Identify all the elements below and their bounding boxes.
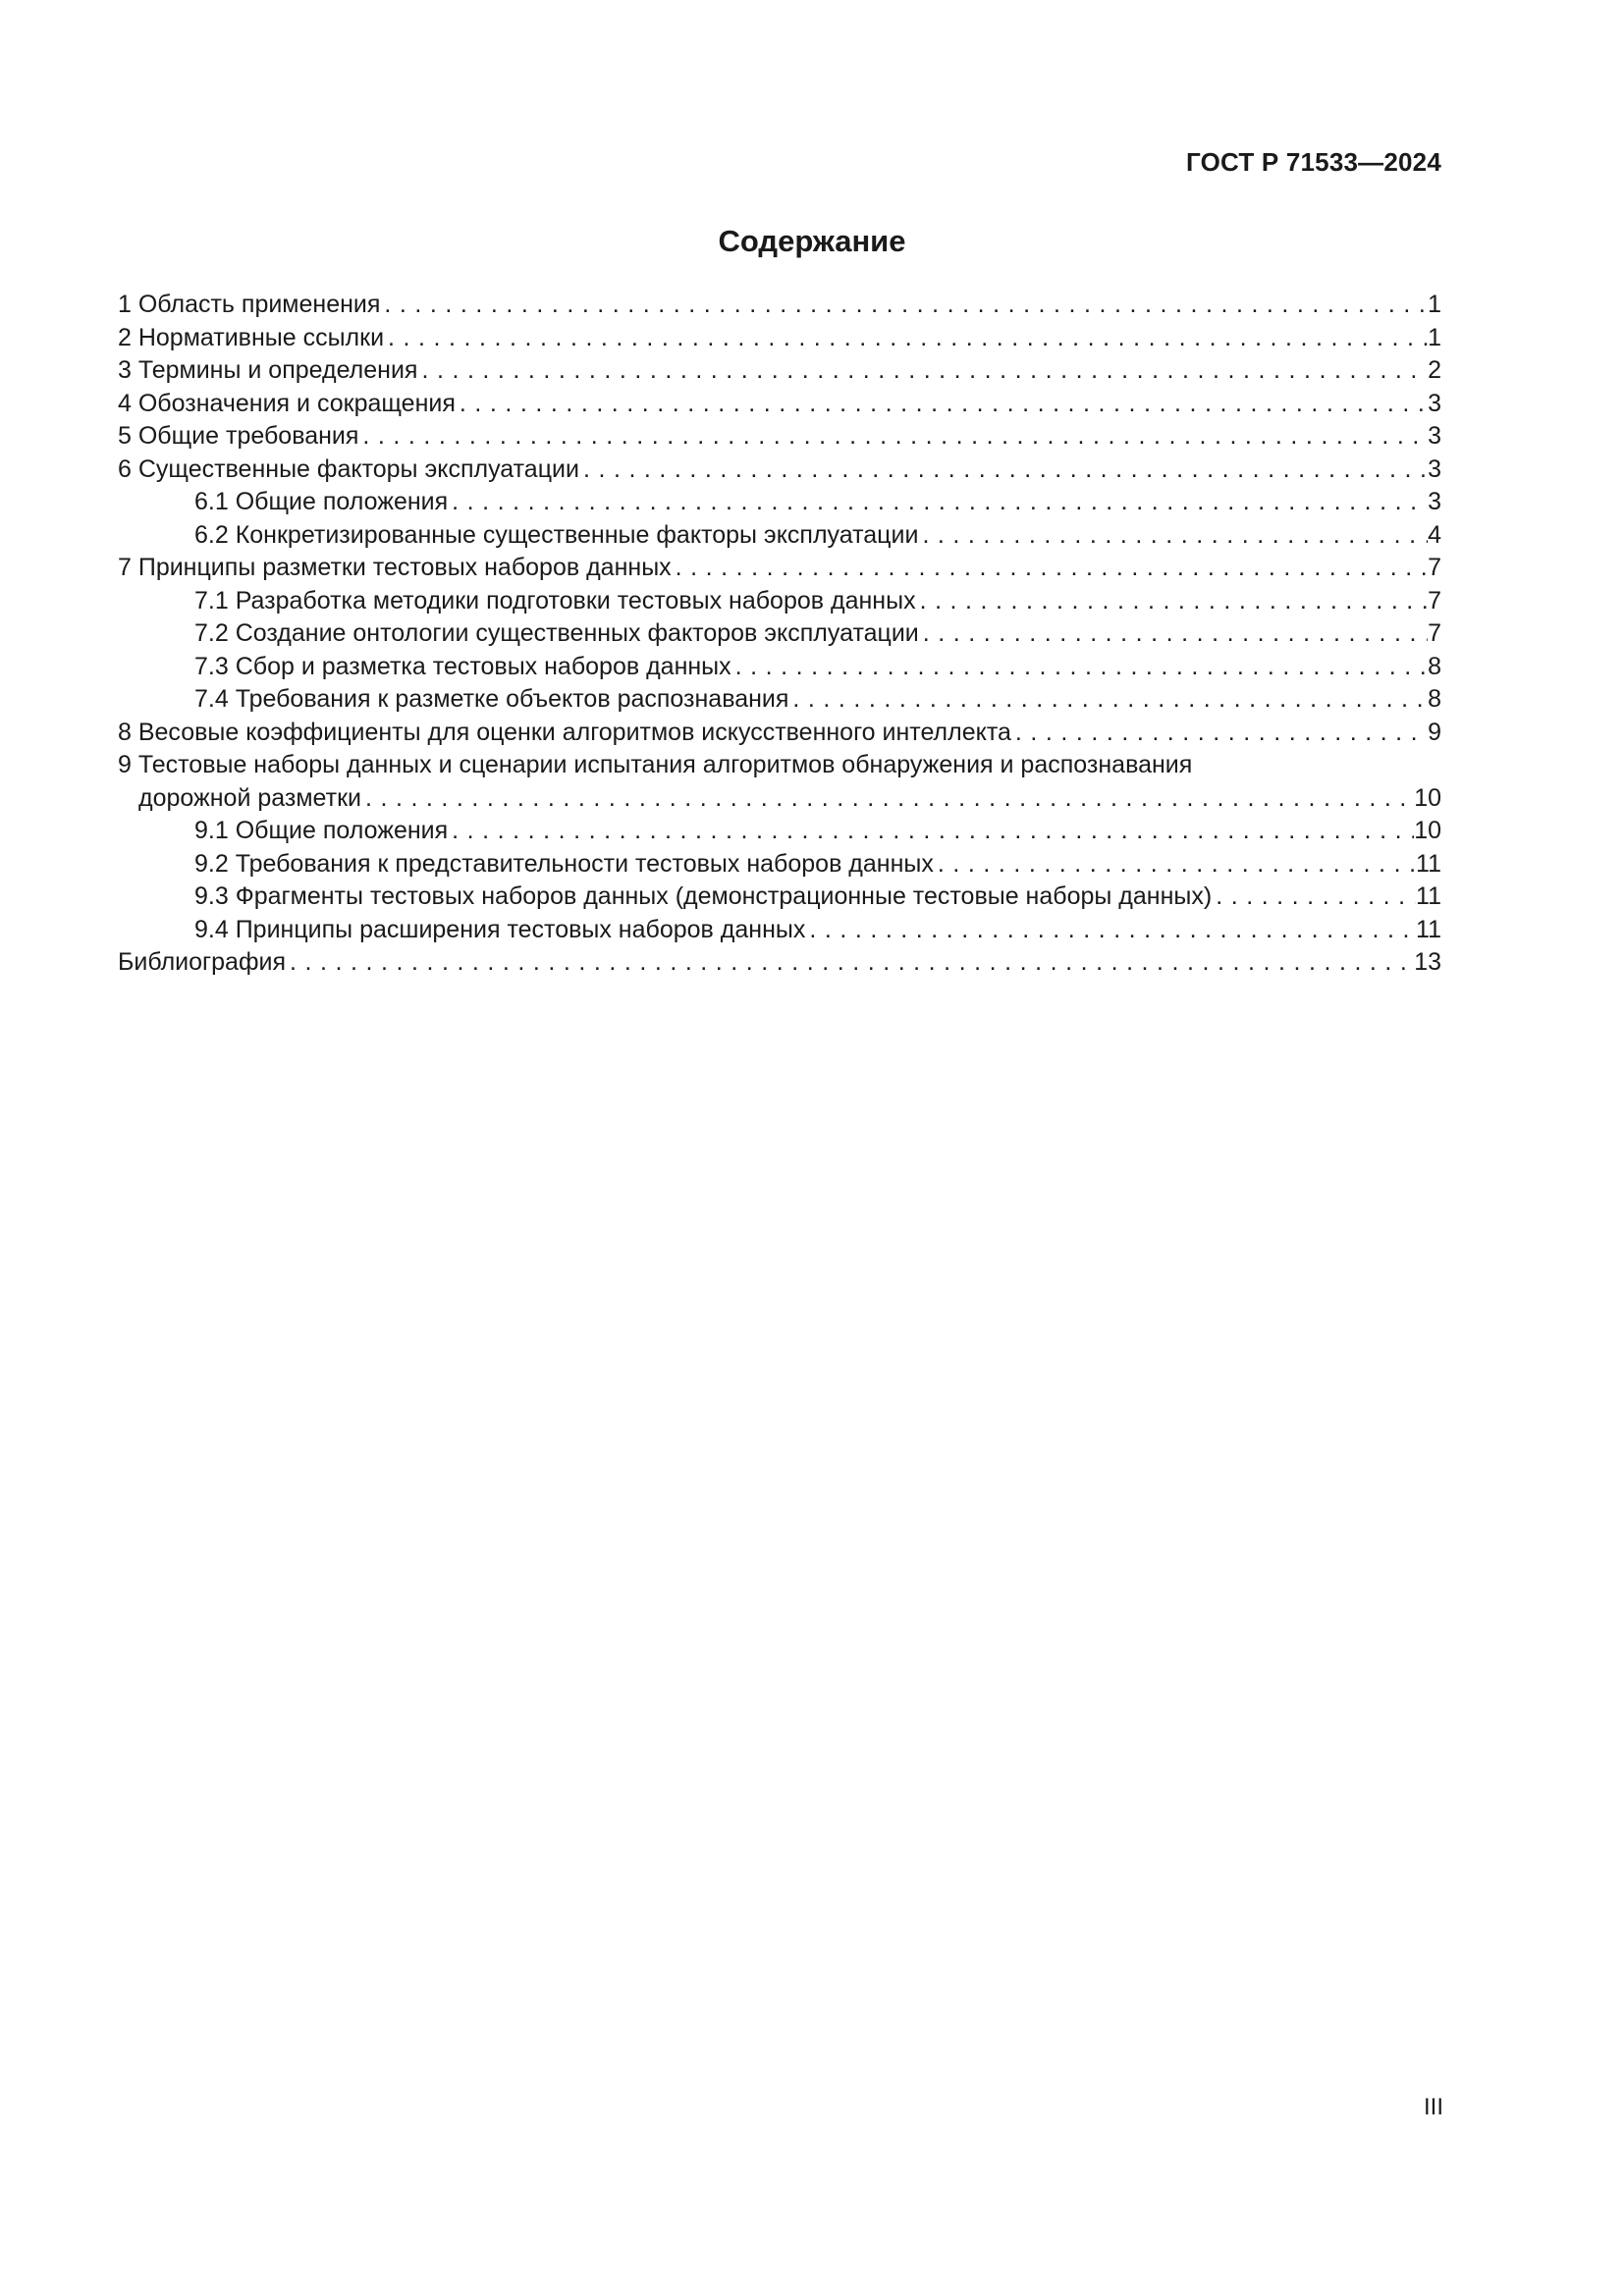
toc-entry-page: 11 [1416, 849, 1441, 878]
toc-entry-page: 4 [1428, 520, 1441, 549]
toc-entry-label: 6.2 Конкретизированные существенные факторы эксплуатации [194, 520, 919, 549]
toc-subentry[interactable] [118, 585, 1441, 618]
dot-leader [672, 552, 1428, 585]
toc-entry-label: 1 Область применения [118, 291, 381, 318]
toc-entry-label: 7.4 Требования к разметке объектов распознавания [194, 685, 789, 713]
toc-entry-label: 6.1 Общие положения [194, 488, 449, 515]
toc-entry[interactable] [118, 552, 1441, 585]
toc-subentry[interactable] [118, 486, 1441, 519]
document-code: ГОСТ Р 71533—2024 [1186, 147, 1441, 177]
toc-subentry[interactable] [118, 651, 1441, 684]
dot-leader [918, 519, 1428, 553]
toc-entry-page: 1 [1428, 323, 1441, 351]
table-of-contents [118, 289, 1441, 980]
toc-entry-page: 3 [1428, 488, 1441, 515]
toc-entry-label: 9.1 Общие положения [194, 817, 449, 844]
toc-title: Содержание [718, 224, 906, 258]
toc-entry-label: Библиография [118, 948, 287, 976]
toc-entry-page: 7 [1428, 619, 1441, 647]
toc-entry[interactable] [118, 322, 1441, 355]
toc-entry-label: 6 Существенные факторы эксплуатации [118, 454, 579, 483]
toc-entry[interactable] [118, 946, 1441, 980]
dot-leader [919, 617, 1428, 651]
toc-entry-page: 11 [1416, 882, 1441, 910]
toc-subentry[interactable] [118, 881, 1441, 914]
toc-entry-label: 7.1 Разработка методики подготовки тестовых наборов данных [194, 586, 916, 614]
toc-entry-page: 3 [1428, 389, 1441, 417]
dot-leader [916, 585, 1429, 618]
toc-entry-page: 10 [1414, 817, 1441, 844]
dot-leader [361, 782, 1414, 816]
toc-entry[interactable] [118, 289, 1441, 322]
toc-entry-label-continuation: дорожной разметки [138, 783, 361, 812]
dot-leader [731, 651, 1428, 684]
toc-subentry[interactable] [118, 914, 1441, 947]
toc-entry[interactable] [118, 354, 1441, 388]
dot-leader [358, 420, 1428, 454]
toc-entry-label: 4 Обозначения и сокращения [118, 389, 456, 417]
toc-entry-label: 9.2 Требования к представительности тестовых наборов данных [194, 849, 934, 878]
toc-entry-line-1[interactable] [118, 749, 1441, 782]
page-number: III [1423, 2094, 1443, 2120]
toc-entry[interactable] [118, 420, 1441, 454]
dot-leader [448, 815, 1414, 848]
toc-entry-page: 8 [1428, 652, 1441, 680]
toc-entry-label: 7.3 Сбор и разметка тестовых наборов данных [194, 652, 731, 680]
dot-leader [1212, 881, 1416, 914]
toc-entry-page: 8 [1428, 685, 1441, 713]
toc-entry[interactable] [118, 388, 1441, 421]
toc-entry-label: 9.4 Принципы расширения тестовых наборов данных [194, 915, 806, 943]
toc-subentry[interactable] [118, 848, 1441, 881]
toc-entry-label: 5 Общие требования [118, 422, 359, 450]
dot-leader [456, 388, 1428, 421]
toc-entry-page: 3 [1428, 454, 1441, 483]
toc-entry[interactable] [118, 454, 1441, 487]
toc-entry-label: 2 Нормативные ссылки [118, 323, 385, 351]
toc-entry-label: 3 Термины и определения [118, 356, 418, 384]
dot-leader [417, 354, 1428, 388]
toc-subentry[interactable] [118, 815, 1441, 848]
dot-leader [384, 322, 1428, 355]
toc-entry-page: 11 [1416, 915, 1441, 943]
toc-entry-label: 9.3 Фрагменты тестовых наборов данных (демонстрационные тестовые наборы данных) [194, 882, 1213, 910]
toc-entry-page: 7 [1428, 554, 1441, 581]
toc-subentry[interactable] [118, 519, 1441, 553]
dot-leader [1011, 717, 1428, 750]
dot-leader [805, 914, 1416, 947]
toc-entry-page: 10 [1414, 783, 1441, 812]
toc-entry-page: 1 [1428, 291, 1441, 318]
toc-entry-page: 9 [1428, 718, 1441, 746]
dot-leader [448, 486, 1428, 519]
dot-leader [380, 289, 1428, 322]
toc-entry-label: 7 Принципы разметки тестовых наборов данных [118, 554, 672, 581]
toc-entry[interactable] [118, 717, 1441, 750]
toc-entry-page: 7 [1428, 586, 1441, 614]
dot-leader [934, 848, 1416, 881]
dot-leader [579, 454, 1428, 487]
toc-entry-page: 2 [1428, 356, 1441, 384]
toc-entry-page: 3 [1428, 422, 1441, 450]
toc-entry-label: 7.2 Создание онтологии существенных факторов эксплуатации [194, 619, 919, 647]
toc-entry-label: 8 Весовые коэффициенты для оценки алгоритмов искусственного интеллекта [118, 718, 1011, 746]
dot-leader [788, 683, 1428, 717]
toc-entry-line-2[interactable] [118, 782, 1441, 816]
toc-subentry[interactable] [118, 617, 1441, 651]
toc-entry-page: 13 [1414, 948, 1441, 976]
toc-entry-label: 9 Тестовые наборы данных и сценарии испытания алгоритмов обнаружения и распознавания [118, 751, 1193, 778]
toc-subentry[interactable] [118, 683, 1441, 717]
dot-leader [286, 946, 1414, 980]
